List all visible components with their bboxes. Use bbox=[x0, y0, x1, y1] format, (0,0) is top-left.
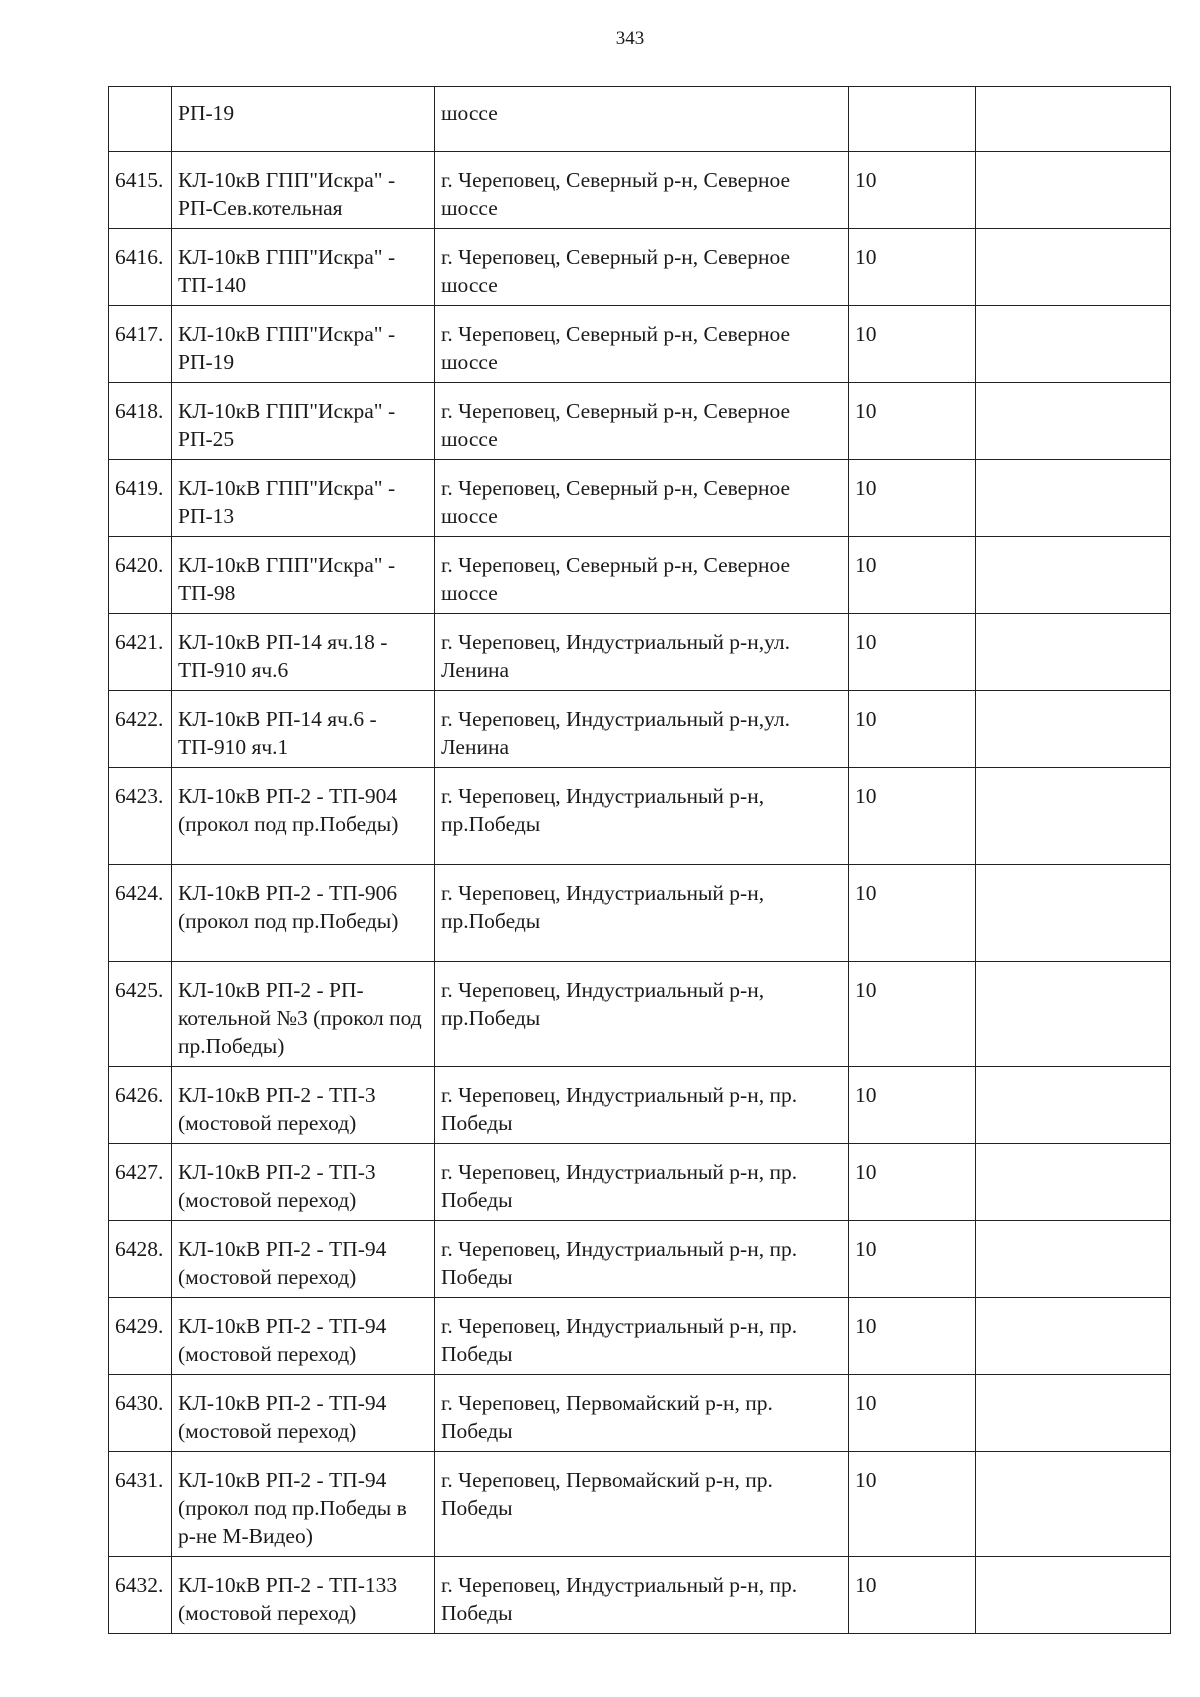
voltage-value: 10 bbox=[849, 460, 976, 537]
cable-line-name: КЛ-10кВ ГПП"Искра" - ТП-98 bbox=[172, 537, 435, 614]
row-number: 6426. bbox=[109, 1067, 172, 1144]
table-row bbox=[109, 691, 1171, 768]
table-row bbox=[109, 1067, 1171, 1144]
voltage-value: 10 bbox=[849, 537, 976, 614]
cable-line-address: г. Череповец, Индустриальный р-н, пр. Победы bbox=[435, 1557, 849, 1634]
voltage-value bbox=[849, 87, 976, 152]
table-row bbox=[109, 865, 1171, 962]
cable-line-name: КЛ-10кВ ГПП"Искра" - РП-Сев.котельная bbox=[172, 152, 435, 229]
voltage-value: 10 bbox=[849, 152, 976, 229]
cable-line-name: КЛ-10кВ ГПП"Искра" - РП-25 bbox=[172, 383, 435, 460]
cable-line-name: РП-19 bbox=[172, 87, 435, 152]
note-cell bbox=[976, 1375, 1171, 1452]
table-row bbox=[109, 1144, 1171, 1221]
table-row bbox=[109, 1452, 1171, 1557]
note-cell bbox=[976, 460, 1171, 537]
voltage-value: 10 bbox=[849, 1144, 976, 1221]
cable-line-address: г. Череповец, Первомайский р-н, пр. Победы bbox=[435, 1375, 849, 1452]
cable-line-name: КЛ-10кВ РП-2 - ТП-904 (прокол под пр.Победы) bbox=[172, 768, 435, 865]
voltage-value: 10 bbox=[849, 306, 976, 383]
note-cell bbox=[976, 229, 1171, 306]
cable-line-name: КЛ-10кВ РП-2 - ТП-906 (прокол под пр.Победы) bbox=[172, 865, 435, 962]
cable-line-address: г. Череповец, Индустриальный р-н, пр. Победы bbox=[435, 1067, 849, 1144]
voltage-value: 10 bbox=[849, 1375, 976, 1452]
cable-line-address: г. Череповец, Северный р-н, Северное шоссе bbox=[435, 306, 849, 383]
note-cell bbox=[976, 152, 1171, 229]
cable-line-address: г. Череповец, Индустриальный р-н,ул. Ленина bbox=[435, 614, 849, 691]
note-cell bbox=[976, 1298, 1171, 1375]
table-row bbox=[109, 87, 1171, 152]
cable-line-address: г. Череповец, Индустриальный р-н, пр.Победы bbox=[435, 962, 849, 1067]
voltage-value: 10 bbox=[849, 383, 976, 460]
row-number: 6429. bbox=[109, 1298, 172, 1375]
cable-line-name: КЛ-10кВ РП-2 - ТП-3 (мостовой переход) bbox=[172, 1067, 435, 1144]
cable-line-address: г. Череповец, Северный р-н, Северное шоссе bbox=[435, 537, 849, 614]
table-row bbox=[109, 537, 1171, 614]
voltage-value: 10 bbox=[849, 614, 976, 691]
note-cell bbox=[976, 537, 1171, 614]
table-row bbox=[109, 229, 1171, 306]
cable-lines-table bbox=[108, 86, 1171, 1634]
cable-line-name: КЛ-10кВ РП-2 - ТП-94 (прокол под пр.Победы в р-не М-Видео) bbox=[172, 1452, 435, 1557]
row-number: 6417. bbox=[109, 306, 172, 383]
note-cell bbox=[976, 1067, 1171, 1144]
cable-line-address: г. Череповец, Индустриальный р-н, пр. Победы bbox=[435, 1144, 849, 1221]
row-number: 6428. bbox=[109, 1221, 172, 1298]
table-row bbox=[109, 614, 1171, 691]
note-cell bbox=[976, 1452, 1171, 1557]
cable-line-name: КЛ-10кВ РП-2 - РП-котельной №3 (прокол под пр.Победы) bbox=[172, 962, 435, 1067]
note-cell bbox=[976, 1144, 1171, 1221]
cable-line-address: г. Череповец, Индустриальный р-н,ул. Ленина bbox=[435, 691, 849, 768]
cable-line-name: КЛ-10кВ РП-2 - ТП-3 (мостовой переход) bbox=[172, 1144, 435, 1221]
note-cell bbox=[976, 865, 1171, 962]
cable-line-address: г. Череповец, Северный р-н, Северное шоссе bbox=[435, 460, 849, 537]
note-cell bbox=[976, 1221, 1171, 1298]
row-number: 6425. bbox=[109, 962, 172, 1067]
row-number: 6430. bbox=[109, 1375, 172, 1452]
table-row bbox=[109, 460, 1171, 537]
row-number: 6423. bbox=[109, 768, 172, 865]
row-number: 6424. bbox=[109, 865, 172, 962]
row-number: 6416. bbox=[109, 229, 172, 306]
table-row bbox=[109, 1221, 1171, 1298]
voltage-value: 10 bbox=[849, 865, 976, 962]
table-row bbox=[109, 1298, 1171, 1375]
voltage-value: 10 bbox=[849, 1557, 976, 1634]
voltage-value: 10 bbox=[849, 1452, 976, 1557]
row-number: 6419. bbox=[109, 460, 172, 537]
cable-line-name: КЛ-10кВ РП-2 - ТП-94 (мостовой переход) bbox=[172, 1221, 435, 1298]
row-number: 6421. bbox=[109, 614, 172, 691]
row-number: 6427. bbox=[109, 1144, 172, 1221]
cable-line-address: г. Череповец, Индустриальный р-н, пр. Победы bbox=[435, 1298, 849, 1375]
table-row bbox=[109, 768, 1171, 865]
cable-line-name: КЛ-10кВ РП-14 яч.6 - ТП-910 яч.1 bbox=[172, 691, 435, 768]
cable-line-address: г. Череповец, Северный р-н, Северное шоссе bbox=[435, 152, 849, 229]
note-cell bbox=[976, 962, 1171, 1067]
note-cell bbox=[976, 1557, 1171, 1634]
row-number: 6420. bbox=[109, 537, 172, 614]
voltage-value: 10 bbox=[849, 962, 976, 1067]
voltage-value: 10 bbox=[849, 691, 976, 768]
cable-line-name: КЛ-10кВ РП-2 - ТП-94 (мостовой переход) bbox=[172, 1375, 435, 1452]
table-row bbox=[109, 306, 1171, 383]
note-cell bbox=[976, 306, 1171, 383]
note-cell bbox=[976, 614, 1171, 691]
table-row bbox=[109, 962, 1171, 1067]
voltage-value: 10 bbox=[849, 1067, 976, 1144]
row-number: 6431. bbox=[109, 1452, 172, 1557]
row-number: 6415. bbox=[109, 152, 172, 229]
cable-line-address: г. Череповец, Северный р-н, Северное шоссе bbox=[435, 229, 849, 306]
note-cell bbox=[976, 691, 1171, 768]
cable-line-name: КЛ-10кВ РП-2 - ТП-94 (мостовой переход) bbox=[172, 1298, 435, 1375]
table-row bbox=[109, 152, 1171, 229]
cable-line-name: КЛ-10кВ РП-14 яч.18 - ТП-910 яч.6 bbox=[172, 614, 435, 691]
cable-line-name: КЛ-10кВ ГПП"Искра" - РП-13 bbox=[172, 460, 435, 537]
cable-line-address: г. Череповец, Северный р-н, Северное шоссе bbox=[435, 383, 849, 460]
row-number: 6432. bbox=[109, 1557, 172, 1634]
voltage-value: 10 bbox=[849, 768, 976, 865]
cable-line-name: КЛ-10кВ ГПП"Искра" - РП-19 bbox=[172, 306, 435, 383]
cable-line-address: г. Череповец, Первомайский р-н, пр. Победы bbox=[435, 1452, 849, 1557]
table-row bbox=[109, 383, 1171, 460]
table-row bbox=[109, 1375, 1171, 1452]
row-number bbox=[109, 87, 172, 152]
row-number: 6422. bbox=[109, 691, 172, 768]
voltage-value: 10 bbox=[849, 1298, 976, 1375]
cable-line-name: КЛ-10кВ РП-2 - ТП-133 (мостовой переход) bbox=[172, 1557, 435, 1634]
page-number: 343 bbox=[615, 28, 645, 49]
cable-line-address: г. Череповец, Индустриальный р-н, пр.Победы bbox=[435, 865, 849, 962]
cable-line-address: г. Череповец, Индустриальный р-н, пр.Победы bbox=[435, 768, 849, 865]
cable-line-name: КЛ-10кВ ГПП"Искра" - ТП-140 bbox=[172, 229, 435, 306]
note-cell bbox=[976, 768, 1171, 865]
cable-line-address: г. Череповец, Индустриальный р-н, пр. Победы bbox=[435, 1221, 849, 1298]
voltage-value: 10 bbox=[849, 1221, 976, 1298]
cable-line-address: шоссе bbox=[435, 87, 849, 152]
row-number: 6418. bbox=[109, 383, 172, 460]
voltage-value: 10 bbox=[849, 229, 976, 306]
note-cell bbox=[976, 87, 1171, 152]
note-cell bbox=[976, 383, 1171, 460]
table-row bbox=[109, 1557, 1171, 1634]
table-body bbox=[109, 87, 1171, 1634]
